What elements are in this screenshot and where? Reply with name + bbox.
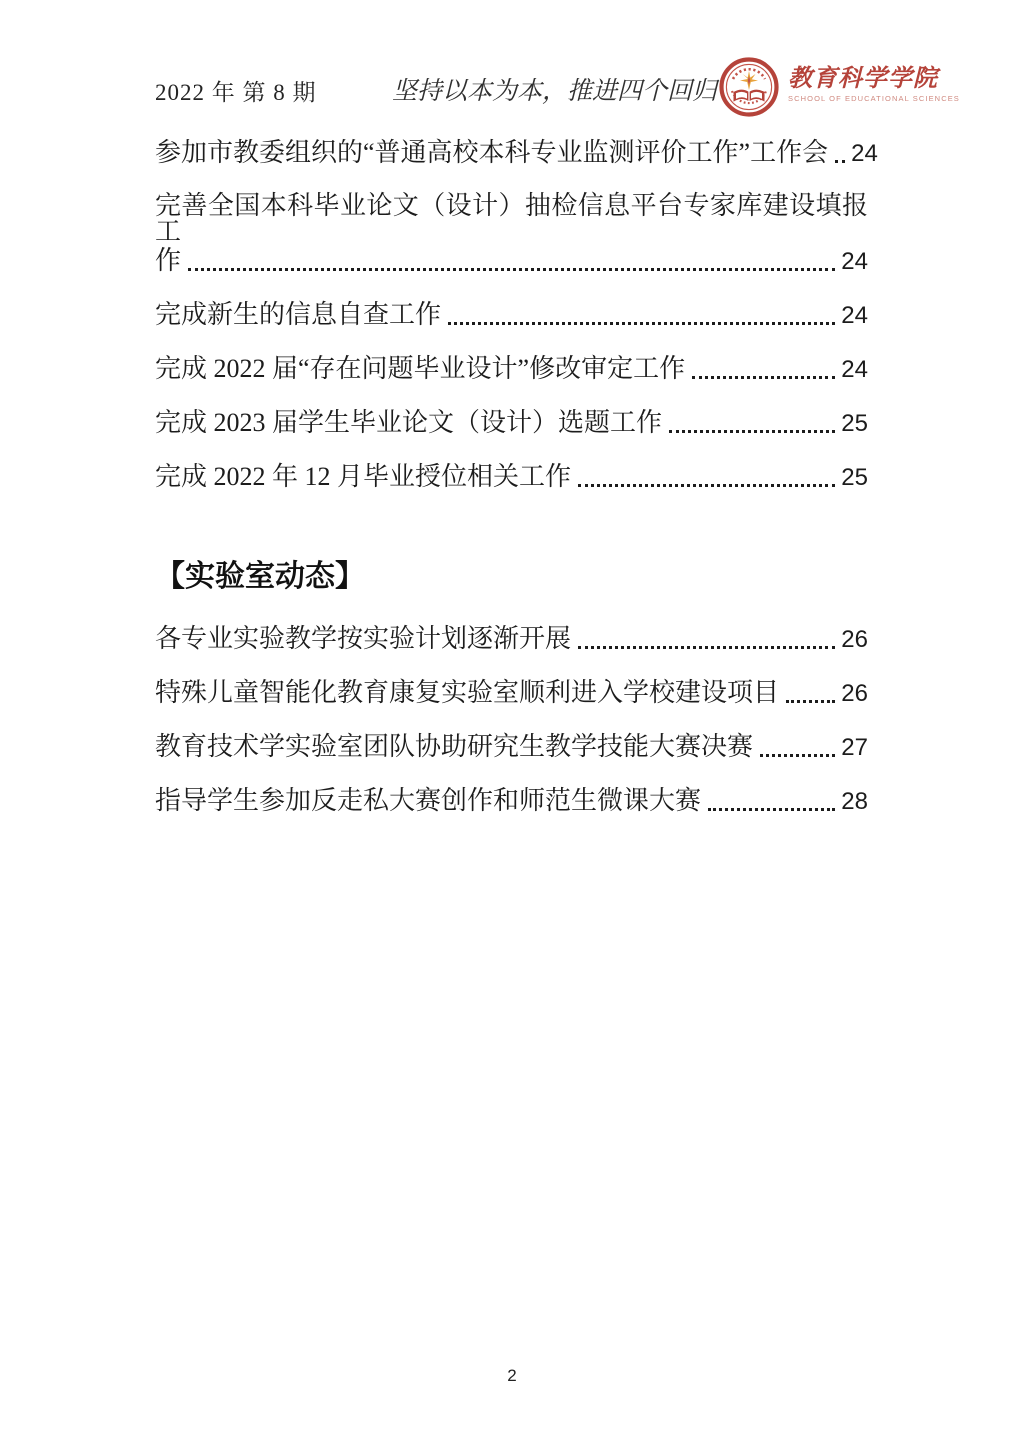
school-emblem-icon (719, 57, 779, 117)
toc-entry (155, 393, 868, 447)
toc-entry (155, 717, 868, 771)
dot-leader (448, 322, 835, 325)
school-logo (719, 57, 960, 117)
header-slogan: 坚持以本为本，推进四个回归 (392, 78, 718, 105)
dot-leader (188, 268, 835, 271)
toc-entry-page: 24 (841, 356, 868, 383)
table-of-contents (155, 123, 878, 825)
toc-entry-title: 完成新生的信息自查工作 (155, 300, 442, 329)
toc-entry (155, 285, 868, 339)
toc-entry-page: 24 (841, 302, 868, 329)
toc-entry-page: 25 (841, 410, 868, 437)
toc-entry-title-continued: 作 (155, 246, 182, 275)
toc-entry-title: 完成 2022 年 12 月毕业授位相关工作 (155, 462, 572, 491)
toc-entry-page: 28 (841, 788, 868, 815)
dot-leader (760, 754, 835, 757)
page-number: 2 (507, 1366, 517, 1385)
toc-entry-title: 完成 2023 届学生毕业论文（设计）选题工作 (155, 408, 663, 437)
toc-entry-title: 教育技术学实验室团队协助研究生教学技能大赛决赛 (155, 732, 754, 761)
toc-entry (155, 123, 878, 177)
dot-leader (578, 646, 835, 649)
toc-entry-page: 27 (841, 734, 868, 761)
dot-leader (578, 484, 835, 487)
toc-entry (155, 447, 868, 501)
toc-entry-title: 特殊儿童智能化教育康复实验室顺利进入学校建设项目 (155, 678, 780, 707)
toc-entry-title: 参加市教委组织的“普通高校本科专业监测评价工作”工作会 (155, 138, 829, 167)
dot-leader (708, 808, 835, 811)
dot-leader (786, 700, 835, 703)
toc-entry-page: 25 (841, 464, 868, 491)
toc-entry (155, 609, 868, 663)
toc-entry (155, 771, 868, 825)
toc-entry (155, 339, 868, 393)
toc-entry-page: 24 (841, 248, 868, 275)
toc-entry (155, 663, 868, 717)
toc-entry-page: 24 (851, 140, 878, 167)
logo-name-en: SCHOOL OF EDUCATIONAL SCIENCES (788, 94, 960, 104)
section-heading-lab-news: 【实验室动态】 (155, 560, 365, 593)
toc-entry-page: 26 (841, 680, 868, 707)
issue-label: 2022 年 第 8 期 (155, 80, 317, 105)
toc-entry (155, 177, 868, 285)
dot-leader (669, 430, 835, 433)
toc-entry-page: 26 (841, 626, 868, 653)
logo-text-block (788, 57, 960, 103)
toc-entry-title: 各专业实验教学按实验计划逐渐开展 (155, 624, 572, 653)
dot-leader (692, 376, 835, 379)
toc-entry-title: 指导学生参加反走私大赛创作和师范生微课大赛 (155, 786, 702, 815)
toc-entry-title: 完成 2022 届“存在问题毕业设计”修改审定工作 (155, 354, 686, 383)
logo-name-cn: 教育科学学院 (788, 66, 938, 92)
toc-entry-title: 完善全国本科毕业论文（设计）抽检信息平台专家库建设填报工 (155, 191, 868, 246)
dot-leader (835, 160, 845, 163)
